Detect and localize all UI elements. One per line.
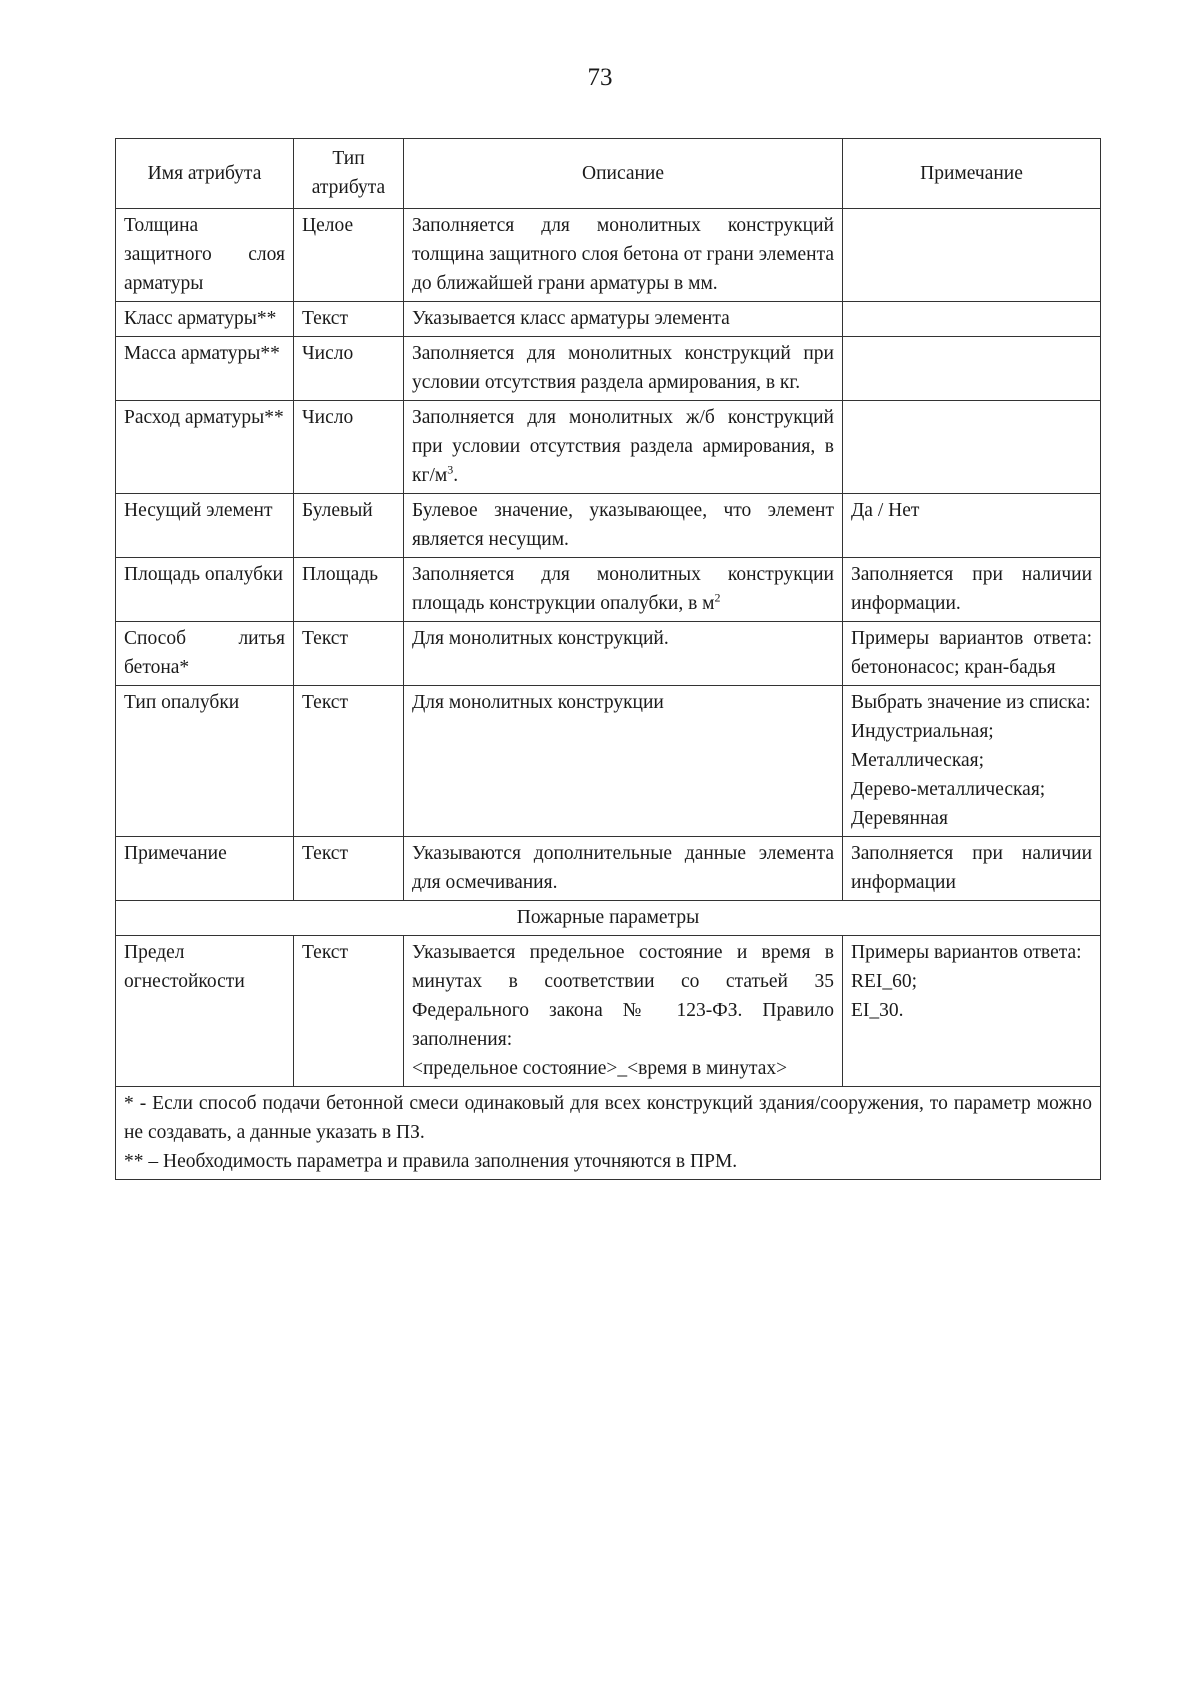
cell-name: Примечание [116,837,294,901]
description-text: Заполняется для монолитных ж/б конструкций при условии отсутствия раздела армирования, в кг/м [412,407,834,486]
description-end: . [453,465,459,486]
cell-description [404,936,843,1087]
footnote: ** – Необходимость параметра и правила заполнения уточняются в ПРМ. [124,1151,738,1172]
cell-type: Целое [294,209,404,302]
cell-name: Способ литья бетона* [116,622,294,686]
footnotes-row [116,1087,1101,1180]
page-number: 73 [587,64,613,91]
description-text: Заполняется для монолитных конструкции площадь конструкции опалубки, в м [412,564,834,614]
cell-description: Указывается класс арматуры элемента [404,302,843,337]
header-name: Имя атрибута [116,139,294,209]
cell-type: Текст [294,622,404,686]
note-line: Деревянная [851,808,949,829]
footnotes [116,1087,1101,1180]
header-description: Описание [404,139,843,209]
cell-note: Заполняется при наличии информации [843,837,1101,901]
cell-description [404,401,843,494]
table-row [116,558,1101,622]
section-row [116,901,1101,936]
note-line: Выбрать значение из списка: [851,692,1091,713]
note-line: Индустриальная; [851,721,994,742]
note-line: REI_60; [851,971,918,992]
table-row [116,337,1101,401]
description-format: <предельное состояние>_<время в минутах> [412,1058,788,1079]
cell-description: Для монолитных конструкций. [404,622,843,686]
header-type: Тип атрибута [294,139,404,209]
section-title: Пожарные параметры [116,901,1101,936]
table-header-row [116,139,1101,209]
cell-description: Для монолитных конструкции [404,686,843,837]
cell-type: Число [294,401,404,494]
cell-type: Текст [294,686,404,837]
cell-description [404,558,843,622]
cell-note: Заполняется при наличии информации. [843,558,1101,622]
cell-description: Указываются дополнительные данные элемента для осмечивания. [404,837,843,901]
cell-note: Да / Нет [843,494,1101,558]
attributes-table [115,138,1101,1180]
table-row [116,686,1101,837]
table-row [116,302,1101,337]
note-line: Дерево-металлическая; [851,779,1046,800]
cell-type: Текст [294,837,404,901]
table-row [116,209,1101,302]
cell-note [843,209,1101,302]
footnote: * - Если способ подачи бетонной смеси одинаковый для всех конструкций здания/сооружения, то параметр можно не создавать, а данные указать в ПЗ. [124,1093,1092,1143]
cell-name: Расход арматуры** [116,401,294,494]
cell-name: Толщина защитного слоя арматуры [116,209,294,302]
cell-name: Класс арматуры** [116,302,294,337]
description-text: Указывается предельное состояние и время в минутах в соответствии со статьей 35 Федерального закона № 123-ФЗ. Правило заполнения: [412,942,834,1050]
note-line: Примеры вариантов ответа: [851,942,1082,963]
cell-description: Заполняется для монолитных конструкций при условии отсутствия раздела армирования, в кг. [404,337,843,401]
header-note: Примечание [843,139,1101,209]
cell-type: Число [294,337,404,401]
superscript: 3 [447,462,454,477]
table-row [116,401,1101,494]
cell-name: Масса арматуры** [116,337,294,401]
cell-note [843,302,1101,337]
cell-type: Текст [294,302,404,337]
table-row [116,837,1101,901]
cell-type: Площадь [294,558,404,622]
cell-note [843,936,1101,1087]
cell-note: Примеры вариантов ответа: бетононасос; кран-бадья [843,622,1101,686]
cell-type: Текст [294,936,404,1087]
table-row [116,936,1101,1087]
cell-name: Предел огнестойкости [116,936,294,1087]
cell-type: Булевый [294,494,404,558]
cell-note [843,401,1101,494]
note-line: Металлическая; [851,750,985,771]
cell-description: Булевое значение, указывающее, что элемент является несущим. [404,494,843,558]
cell-note [843,337,1101,401]
cell-name: Площадь опалубки [116,558,294,622]
cell-name: Несущий элемент [116,494,294,558]
cell-name: Тип опалубки [116,686,294,837]
superscript: 2 [714,590,721,605]
cell-note [843,686,1101,837]
cell-description: Заполняется для монолитных конструкций толщина защитного слоя бетона от грани элемента до ближайшей грани арматуры в мм. [404,209,843,302]
note-line: EI_30. [851,1000,904,1021]
table-row [116,622,1101,686]
table-row [116,494,1101,558]
